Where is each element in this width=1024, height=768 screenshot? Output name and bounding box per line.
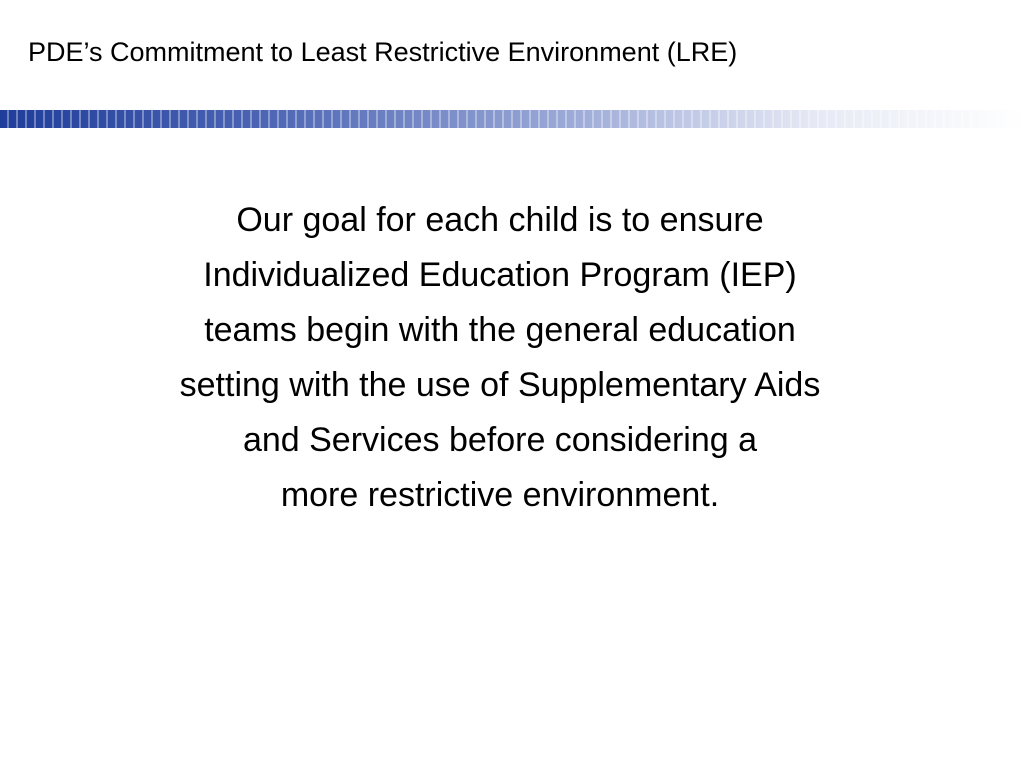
- body-line: more restrictive environment.: [280, 476, 720, 514]
- body-line: Our goal for each child is to ensure: [236, 201, 764, 239]
- title-underline-stripes: [0, 110, 1024, 128]
- body-line: setting with the use of Supplementary Aids: [179, 366, 821, 404]
- body-line: and Services before considering a: [242, 421, 758, 459]
- body-line: teams begin with the general education: [204, 311, 796, 349]
- body-line: Individualized Education Program (IEP): [203, 256, 797, 294]
- slide-title: PDE’s Commitment to Least Restrictive Environment (LRE): [28, 37, 738, 67]
- slide-body: [90, 193, 910, 523]
